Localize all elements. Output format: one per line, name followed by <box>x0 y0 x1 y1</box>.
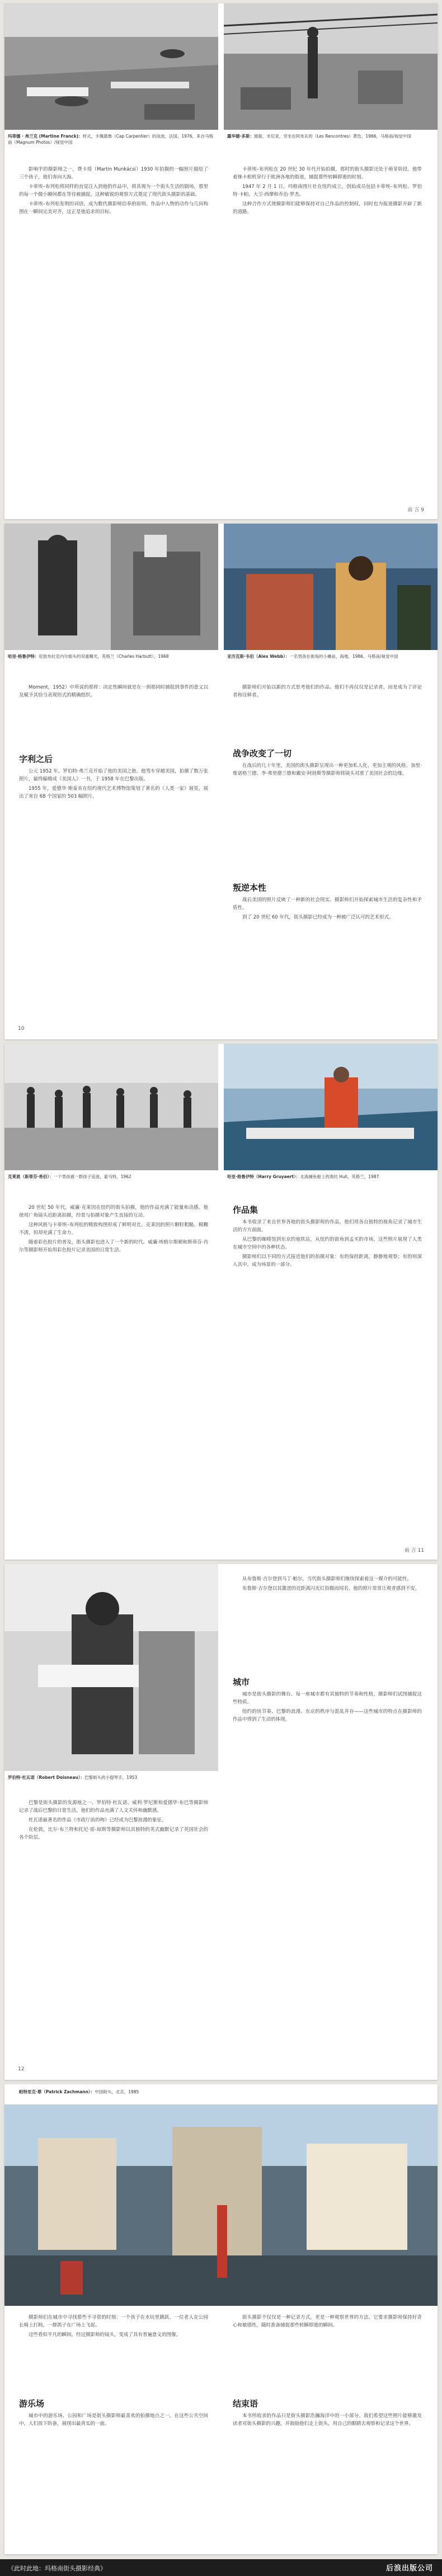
body-column-right: 街头摄影不仅仅是一种记录方式，更是一种观察世界的方法。它要求摄影师保持好奇心和敏感性，随时准备捕捉那些转瞬即逝的瞬间。 <box>233 2315 422 2328</box>
body-column-left: 影响半的摄影师之一，费卡塔（Martin Munkácsi）1930 年拍摄的一幅照片描绘了三个孩子，他们奔向大海。 卡蒂埃–布列松将同样的直觉注入到他的作品中，将其视为一个街头生活的剧场，那里的每一个微小瞬间都在等待被捕捉。这种敏锐的观察方式奠定了现代街头摄影的基础。 卡蒂埃–布列松发明的词语，成为数代摄影师信奉的原则。作品中人物的动作与几何构图在一瞬间完美对齐，这正是他追求的目标。 <box>19 167 208 215</box>
body-column-left: 摄影师们在城市中寻找那些不寻常的时刻：一个孩子在水坑里跳跃，一位老人在公园长椅上打盹，一群鸽子在广场上飞起。 这些看似平凡的瞬间，经过摄影师的镜头，变成了具有普遍意义的图像。 <box>19 2315 208 2338</box>
photo-violinist <box>4 1564 218 1771</box>
caption-haiti: 亚历克斯·韦伯（Alex Webb）：一名男孩在街角的小摊前，海地，1986，马格南/视觉中国 <box>227 654 398 659</box>
book-page-1 <box>4 3 438 519</box>
caption-ferry: 露华德·多斯：渡船，米尼亚，穷坐在阿布瓦的（Les Rencontres）黄色，1966，马格南/视觉中国 <box>227 134 412 139</box>
body-column-left: 巴黎是街头摄影的发源地之一。罗伯特·杜瓦诺、威利·罗尼斯和爱德华·布巴等摄影师记录了战后巴黎的日常生活，他们的作品充满了人文关怀和幽默感。 杜瓦诺最著名的作品《市政厅前的吻》已经成为巴黎浪漫的象征。 在伦敦，比尔·布兰特和托尼·雷-琼斯等摄影师以其独特的英式幽默记录了英国社会的各个阶层。 <box>19 1800 208 1840</box>
caption-children: 克莱恩（斯蒂芬·希伯）：一个男孩被一群孩子追逐，蒙马特，1962 <box>8 1174 131 1179</box>
body-column-right: 卡蒂埃–布列松在 20 世纪 30 年代开始拍摄，那时的街头摄影还处于萌芽阶段。他带着徕卡相机穿行于欧洲各地的街道，捕捉那些转瞬即逝的时刻。 1947 年 2 月 1 日，玛格南图片社在纽约成立，创始成员包括卡蒂埃–布列松、罗伯特·卡帕、大卫·西摩和乔治·罗杰。 这种合作方式使摄影师们能够保持对自己作品的控制权，同时也为报道摄影开辟了新的道路。 <box>233 167 422 215</box>
section-heading-conclusion: 结束语 <box>233 2399 258 2409</box>
photo-double-exposure <box>4 524 218 650</box>
section-heading-city: 城市 <box>233 1677 250 1687</box>
body-column-right-3: 战后美国的照片反映了一种新的社会现实。摄影师们开始探索城市生活的复杂性和矛盾性。 到了 20 世纪 60 年代，街头摄影已经成为一种被广泛认可的艺术形式。 <box>233 897 422 920</box>
section-heading: 字利之后 <box>19 754 53 764</box>
section-heading-portfolio: 作品集 <box>233 1205 258 1215</box>
caption-double-exposure: 哈里·格鲁伊特：伦敦布拉克内尔街头的双重曝光，英格兰（Charles Harbutt），1968 <box>8 654 169 659</box>
body-column-right: 本书收录了来自世界各地的街头摄影师的作品，他们用各自独特的视角记录了城市生活的方方面面。 从巴黎的咖啡馆到东京的地铁站，从纽约的街角到孟买的市场，这些照片展现了人类在城市空间中的各种状态。 摄影师们以不同的方式接近他们的拍摄对象：有的保持距离，静静地观察；有的则深入其中，成为场景的一部分。 <box>233 1219 422 1268</box>
section-heading-playground: 游乐场 <box>19 2399 45 2409</box>
page-number: 12 <box>18 2066 25 2072</box>
body-column-right: 摄影师们开始以新的方式思考他们的作品。他们不再仅仅是记录者，而是成为了评论者和诠释者。 <box>233 685 422 698</box>
photo-ferry-boys <box>224 3 438 130</box>
body-column-left-2: 城市中的游乐场、公园和广场是街头摄影师最喜欢的拍摄地点之一。在这些公共空间中，人们放下防备，展现出最真实的一面。 <box>19 2413 208 2427</box>
book-page-3 <box>4 1044 438 1560</box>
body-column-left: 20 世纪 50 年代，威廉·克莱因在纽约的街头拍摄，他的作品充满了能量和动感。他使用广角镜头近距离拍摄，经常与拍摄对象产生直接的互动。 这种风格与卡蒂埃–布列松的精致构图形成了鲜明对比。克莱因的照片颗粒粗糙、模糊不清，但却充满了生命力。 随着彩色胶片的普及，街头摄影也进入了一个新的时代。威廉·埃格尔斯顿和斯蒂芬·肖尔等摄影师开始用彩色胶片记录美国的日常生活。 <box>19 1205 208 1253</box>
caption-fishing: 哈里·格鲁伊特（Harry Gruyaert）：北海捕鱼船上的渔民 Hull，英格兰，1987 <box>227 1174 379 1179</box>
body-column-right-2: 本书所收录的作品只是街头摄影浩瀚海洋中的一小部分。我们希望这些照片能够激发读者对街头摄影的兴趣，并鼓励他们走上街头，用自己的眼睛去观察和记录这个世界。 <box>233 2413 422 2427</box>
caption-beijing: 帕特里克·蔡（Patrick Zachmann）：中国街头，北京，1985 <box>19 2089 139 2094</box>
page-number: 前 言 11 <box>404 1548 424 1553</box>
photo-children-chase <box>4 1044 218 1170</box>
body-column-right-2: 在战后的几十年里，美国的街头摄影呈现出一种更加私人化、更加主观的风格。加里·维诺格兰德、李·弗里德兰德和戴安·阿勃斯等摄影师将镜头对准了美国社会的边缘。 <box>233 763 422 776</box>
page-number: 10 <box>18 1026 25 1032</box>
photo-beijing-street <box>4 2104 438 2306</box>
book-page-4 <box>4 1564 438 2080</box>
photo-pool-divers <box>4 3 218 130</box>
page-number: 前 言 9 <box>407 507 424 513</box>
section-heading-rebel: 叛逆本性 <box>233 883 267 893</box>
caption-pool: 玛蒂娜 · 弗兰克 (Martine Franck)：样式，卡佩德鲁（Cap Carpentier）的泳池，法国，1976，来自马格南（Magnum Photos）/视觉中国 <box>8 134 213 145</box>
book-title: 《此时此地：玛格南街头摄影经典》 <box>8 2565 106 2572</box>
book-page-5 <box>4 2084 438 2554</box>
photo-haiti-boy <box>224 524 438 650</box>
body-column-right-2: 城市是街头摄影的舞台。每一座城市都有其独特的节奏和性格，摄影师们试图捕捉这些特质。 纽约的快节奏、巴黎的浪漫、东京的秩序与混乱并存——这些城市的特点在摄影师的作品中得到了生动的体现。 <box>233 1692 422 1722</box>
book-page-2 <box>4 524 438 1039</box>
body-column-left-2: 公元 1952 年，罗伯特·弗兰克开始了他的美国之旅。他驾车穿越美国，拍摄了数万张照片，最终编辑成《美国人》一书，于 1958 年在巴黎出版。 1955 年，爱德华·斯泰肯在纽约现代艺术博物馆策划了著名的《人类一家》展览，展出了来自 68 个国家的 503 幅照片。 <box>19 769 208 799</box>
photo-fishing-boat <box>224 1044 438 1170</box>
caption-violinist: 罗伯特·杜瓦诺（Robert Doisneau）：巴黎街头的小提琴手，1953 <box>8 1775 138 1780</box>
section-heading-war: 战争改变了一切 <box>233 748 292 759</box>
footer-bar <box>0 2559 442 2576</box>
body-column-left: Moment，1952）中所说的那样：决定性瞬间就是在一刹那同时捕捉到事件的意义以及赋予其恰当表现形式的精确组织。 <box>19 685 208 698</box>
body-column-right: 从布鲁斯·吉尔登到马丁·帕尔，当代街头摄影师们继续探索着这一媒介的可能性。 布鲁斯·吉尔登以其激进的近距离闪光灯拍摄而闻名，他的照片常常让观者感到不安。 <box>242 1576 420 1591</box>
publisher-logo: 后浪出版公司 <box>385 2564 433 2573</box>
